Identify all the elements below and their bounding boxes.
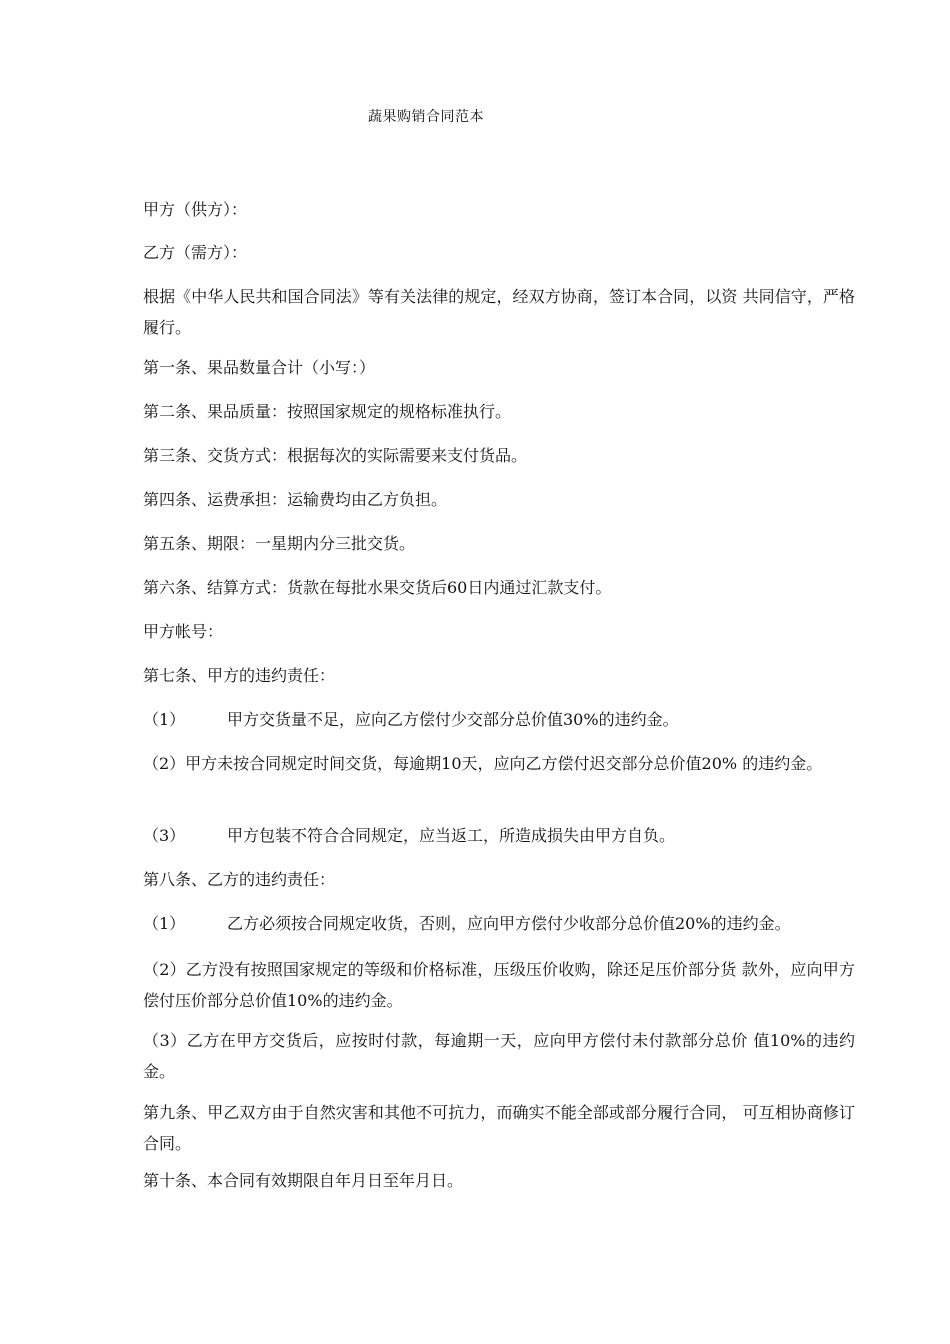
article-4: 第四条、运费承担：运输费均由乙方负担。 bbox=[143, 490, 448, 509]
article-2: 第二条、果品质量：按照国家规定的规格标准执行。 bbox=[143, 402, 512, 421]
article-3: 第三条、交货方式：根据每次的实际需要来支付货品。 bbox=[143, 446, 528, 465]
article-8-heading: 第八条、乙方的违约责任： bbox=[143, 870, 336, 889]
item-number: （3） bbox=[143, 826, 186, 845]
article-9: 第九条、甲乙双方由于自然灾害和其他不可抗力，而确实不能全部或部分履行合同， 可互相协商修订合同。 bbox=[143, 1103, 855, 1153]
party-a-account: 甲方帐号： bbox=[143, 622, 224, 641]
preamble-paragraph: 根据《中华人民共和国合同法》等有关法律的规定，经双方协商，签订本合同，以资 共同信守，严格履行。 bbox=[143, 287, 855, 337]
article-10: 第十条、本合同有效期限自年月日至年月日。 bbox=[143, 1171, 464, 1190]
article-8-item-1 bbox=[143, 908, 855, 939]
article-7-item-2: （2）甲方未按合同规定时间交货，每逾期10天，应向乙方偿付迟交部分总价值20% 的违约金。 bbox=[143, 754, 823, 773]
article-8-item-3: （3）乙方在甲方交货后，应按时付款，每逾期一天，应向甲方偿付未付款部分总价 值10%的违约金。 bbox=[143, 1031, 855, 1081]
article-7-item-1 bbox=[143, 704, 855, 735]
article-6: 第六条、结算方式：货款在每批水果交货后60日内通过汇款支付。 bbox=[143, 578, 612, 597]
item-number: （1） bbox=[143, 914, 186, 933]
article-7-heading: 第七条、甲方的违约责任： bbox=[143, 666, 336, 685]
article-8-item-2: （2）乙方没有按照国家规定的等级和价格标准，压级压价收购，除还足压价部分货 款外，应向甲方偿付压价部分总价值10%的违约金。 bbox=[143, 960, 855, 1010]
article-1: 第一条、果品数量合计（小写：） bbox=[143, 358, 376, 377]
article-5: 第五条、期限：一星期内分三批交货。 bbox=[143, 534, 416, 553]
document-title: 蔬果购销合同范本 bbox=[368, 109, 484, 125]
party-a-line: 甲方（供方）： bbox=[143, 200, 248, 219]
article-7-item-3 bbox=[143, 820, 855, 851]
item-number: （1） bbox=[143, 710, 186, 729]
party-b-line: 乙方（需方）： bbox=[143, 243, 248, 262]
item-text: 甲方交货量不足，应向乙方偿付少交部分总价值30%的违约金。 bbox=[227, 710, 679, 729]
item-text: 甲方包装不符合合同规定，应当返工，所造成损失由甲方自负。 bbox=[227, 826, 676, 845]
item-text: 乙方必须按合同规定收货，否则，应向甲方偿付少收部分总价值20%的违约金。 bbox=[227, 914, 791, 933]
